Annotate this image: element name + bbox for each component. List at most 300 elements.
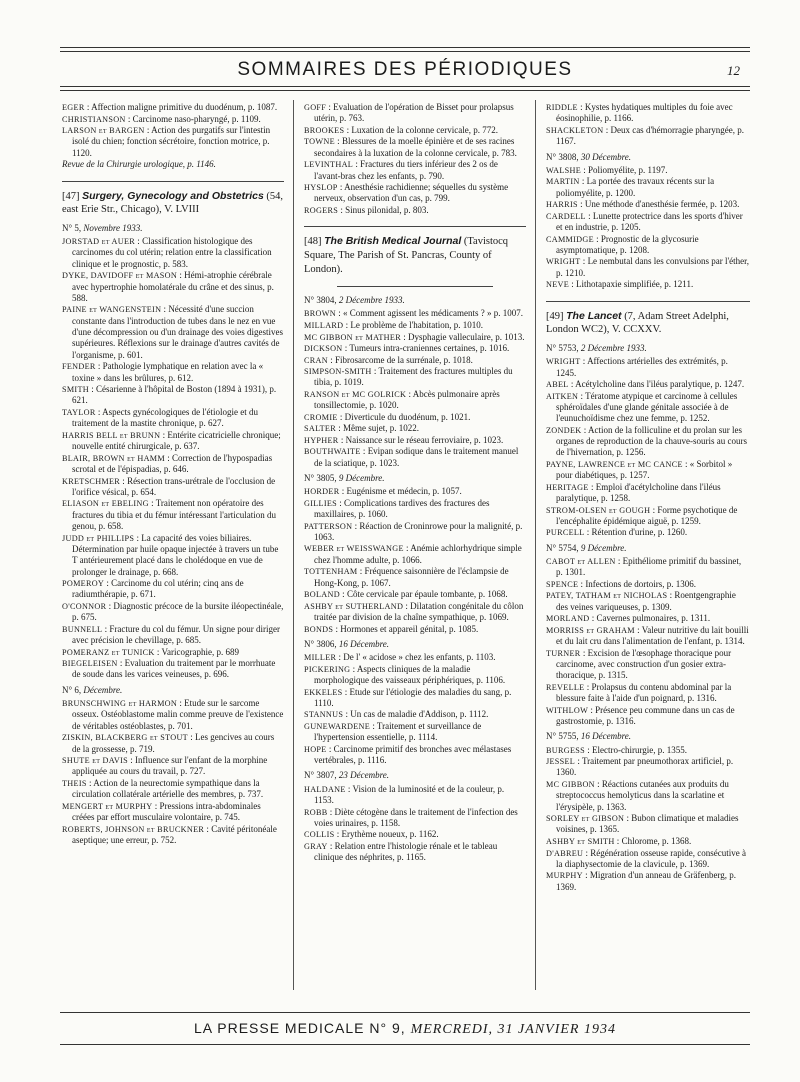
- article-entry: TAYLOR : Aspects gynécologiques de l'étiologie et du traitement de la mastite chronique, p. 627.: [62, 407, 258, 429]
- issue-number: N° 5754,: [546, 542, 579, 553]
- journal-heading: [304, 235, 526, 276]
- article-entry: WEBER et WEISSWANGE : Anémie achlorhydrique simple chez l'homme adulte, p. 1066.: [304, 543, 522, 565]
- article-entry: HARRIS BELL et BRUNN : Entérite cicatricielle chronique; nouvelle entité chirurgicale, p. 637.: [62, 429, 281, 452]
- article-author: BIEGELEISEN: [62, 659, 118, 669]
- article-entry: STROM-OLSEN et GOUGH : Forme psychotique de l'encéphalite épidémique aiguë, p. 1259.: [546, 504, 738, 526]
- article-title: Résection trans-urétrale de l'occlusion de l'orifice vésical, p. 654.: [72, 475, 276, 497]
- article-entry: MORRISS et GRAHAM : Valeur nutritive du lait bouilli et du lait cru dans l'alimentation de l'enfant, p. 1314.: [546, 624, 749, 647]
- article-entry: EKKELES : Etude sur l'étiologie des maladies du sang, p. 1110.: [304, 686, 512, 708]
- article-entry: WRIGHT : Affections artérielles des extrémités, p. 1245.: [546, 356, 728, 378]
- article-author: MC GIBBON: [546, 779, 595, 789]
- article-author: CROMIE: [304, 412, 338, 422]
- article-entry: BONDS : Hormones et appareil génital, p. 1085.: [304, 623, 479, 634]
- article-author: BLAIR, BROWN et HAMM: [62, 453, 165, 463]
- review-note: [62, 159, 284, 170]
- article-author: HOPE: [304, 744, 327, 754]
- article-entry: ZONDEK : Action de la folliculine et du prolan sur les organes de reproduction de la chauve-souris au cours de l'hivernation, p. 1256.: [546, 424, 748, 458]
- article-author: LARSON et BARGEN: [62, 126, 145, 136]
- article-entry: MARTIN : La portée des travaux récents sur la poliomyélite, p. 1200.: [546, 176, 715, 198]
- article-title: Cavité péritonéale aseptique; une erreur, p. 752.: [72, 823, 277, 845]
- article-author: ROBERTS, JOHNSON et BRUCKNER: [62, 824, 205, 834]
- section-divider: [62, 181, 284, 182]
- article-entry: MENGERT et MURPHY : Pressions intra-abdominales créées par effort musculaire volontaire, p. 745.: [62, 800, 261, 823]
- section-divider: [546, 301, 750, 302]
- article-author: CAMMIDGE: [546, 234, 594, 244]
- article-entry: O'CONNOR : Diagnostic précoce de la bursite iléopectinéale, p. 675.: [62, 600, 284, 623]
- article-title: Césarienne à l'hôpital de Boston (1894 à 1931), p. 621.: [72, 384, 277, 406]
- header-rule-bottom-2: [60, 90, 750, 91]
- article-title: Tumeurs intra-craniennes certaines, p. 1016.: [349, 343, 510, 354]
- article-title: Fibrosarcome de la surrénale, p. 1018.: [334, 354, 473, 365]
- article-author: CHRISTIANSON: [62, 114, 126, 124]
- article-author: O'CONNOR: [62, 601, 107, 611]
- article-entry: WITHLOW : Présence peu commune dans un cas de gastrostomie, p. 1316.: [546, 704, 735, 726]
- article-title: Anesthésie rachidienne; séquelles du système nerveux, observation d'un cas, p. 799.: [314, 182, 509, 204]
- article-title: Lithotapaxie simplifiée, p. 1211.: [576, 279, 694, 290]
- article-author: CABOT et ALLEN: [546, 557, 616, 567]
- article-title: Tératome atypique et carcinome à cellules sphéroïdales d'une glande génitale associée à de l'eunuchoïdisme chez une femme, p. 1252.: [556, 390, 738, 424]
- article-author: TAYLOR: [62, 408, 96, 417]
- article-title: Anémie achlorhydrique simple chez l'homme adulte, p. 1066.: [314, 543, 522, 565]
- article-author: SALTER: [304, 424, 336, 434]
- article-title: Emploi d'acétylcholine dans l'iléus paralytique, p. 1258.: [556, 481, 721, 504]
- issue-number: N° 3808,: [546, 151, 579, 162]
- article-title: Aspects cliniques de la maladie morphologique des vaisseaux périphériques, p. 1106.: [314, 663, 506, 686]
- article-title: Action des purgatifs sur l'intestin isolé du chien; fonction sécrétoire, fonction motrice, p. 1120.: [72, 125, 271, 158]
- article-author: SHUTE et DAVIS: [62, 756, 128, 766]
- article-entry: D'ABREU : Régénération osseuse rapide, consécutive à la diaphysectomie de la clavicule, p. 1369.: [546, 847, 746, 869]
- article-author: COLLIS: [304, 830, 335, 840]
- article-title: Présence peu commune dans un cas de gastrostomie, p. 1316.: [556, 704, 735, 726]
- article-author: WRIGHT: [546, 357, 581, 367]
- article-entry: HYPHER : Naissance sur le réseau ferroviaire, p. 1023.: [304, 434, 504, 445]
- article-entry: ROBERTS, JOHNSON et BRUCKNER : Cavité péritonéale aseptique; une erreur, p. 752.: [62, 823, 277, 845]
- article-entry: BUNNELL : Fracture du col du fémur. Un signe pour diriger avec précision le chevillage, p. 685.: [62, 623, 281, 646]
- article-entry: BOLAND : Côte cervicale par épaule tombante, p. 1068.: [304, 589, 508, 600]
- article-entry: NEVE : Lithotapaxie simplifiée, p. 1211.: [546, 279, 694, 290]
- article-title: Cavernes pulmonaires, p. 1311.: [596, 613, 711, 624]
- article-entry: BROWN : « Comment agissent les médicaments ? » p. 1007.: [304, 308, 523, 319]
- article-title: Correction de l'hypospadias scrotal et de l'épispadias, p. 646.: [72, 452, 273, 475]
- article-title: Entérite cicatricielle chronique; nouvelle entité chirurgicale, p. 637.: [72, 429, 281, 452]
- article-title: « Sorbitol » pour diabétiques, p. 1257.: [556, 458, 733, 481]
- article-author: DYKE, DAVIDOFF et MASON: [62, 271, 178, 281]
- article-title: Affections artérielles des extrémités, p. 1245.: [556, 356, 728, 378]
- article-title: Acétylcholine dans l'iléus paralytique, p. 1247.: [575, 379, 745, 390]
- article-entry: KRETSCHMER : Résection trans-urétrale de l'occlusion de l'orifice vésical, p. 654.: [62, 475, 276, 497]
- journal-heading: [62, 190, 284, 217]
- article-author: EGER: [62, 103, 85, 112]
- issue-heading: [546, 731, 750, 742]
- article-author: PURCELL: [546, 528, 585, 538]
- article-title: La capacité des voies biliaires. Détermination par huile opaque injectée à travers un tube T antérieurement placé dans le cholédoque en vue de prolonger le drainage, p. 668.: [72, 532, 279, 577]
- article-title: Etude sur l'étiologie des maladies du sang, p. 1110.: [314, 686, 512, 708]
- article-entry: MC GIBBON et MATHER : Dysphagie valleculaire, p. 1013.: [304, 331, 525, 342]
- journal-title: The British Medical Journal: [324, 235, 462, 248]
- journal-details: (Tavistocq Square, The Parish of St. Pancras, County of London).: [304, 236, 509, 275]
- issue-number: N° 3806,: [304, 638, 337, 649]
- article-entry: ELIASON et EBELING : Traitement non opératoire des fractures du tibia et du fémur intéressant l'articulation du genou, p. 658.: [62, 498, 277, 532]
- article-author: MORLAND: [546, 614, 590, 624]
- article-title: Une méthode d'anesthésie fermée, p. 1203.: [584, 199, 740, 210]
- article-author: BURGESS: [546, 745, 585, 755]
- article-author: WRIGHT: [546, 257, 581, 267]
- journal-details: (7, Adam Street Adelphi, London WC2), V. CCXXV.: [546, 310, 729, 336]
- article-title: Epithéliome primitif du bassinet, p. 1301.: [556, 556, 742, 578]
- footer-rule-bottom: [60, 1044, 750, 1045]
- article-title: Complications tardives des fractures des maxillaires, p. 1060.: [314, 497, 490, 520]
- article-entry: SORLEY et GIBSON : Bubon climatique et maladies voisines, p. 1365.: [546, 813, 739, 835]
- journal-title: The Lancet: [566, 309, 622, 322]
- article-title: Dilatation congénitale du côlon traitée par division de la chaîne sympathique, p. 1069.: [314, 600, 524, 622]
- article-entry: BIEGELEISEN : Evaluation du traitement par le morrhuate de soude dans les varices veineuses, p. 696.: [62, 658, 276, 680]
- article-entry: ZISKIN, BLACKBERG et STOUT : Les gencives au cours de la grossesse, p. 719.: [62, 732, 275, 754]
- issue-date: 16 Décembre.: [580, 731, 632, 742]
- article-entry: GILLIES : Complications tardives des fractures des maxillaires, p. 1060.: [304, 497, 490, 520]
- article-title: Pathologie lymphatique en relation avec la « toxine » dans les brûlures, p. 612.: [72, 361, 264, 383]
- article-title: Evaluation de l'opération de Bisset pour prolapsus utérin, p. 763.: [314, 102, 514, 124]
- header-rule-top-2: [60, 51, 750, 52]
- article-author: WEBER et WEISSWANGE: [304, 544, 404, 554]
- issue-heading: [304, 295, 526, 306]
- article-entry: FENDER : Pathologie lymphatique en relation avec la « toxine » dans les brûlures, p. 612.: [62, 361, 264, 383]
- article-entry: WRIGHT : Le nembutal dans les convulsions par l'éther, p. 1210.: [546, 256, 750, 278]
- article-author: MARTIN: [546, 177, 580, 187]
- article-entry: GUNEWARDENE : Traitement et surveillance de l'hypertension essentielle, p. 1114.: [304, 720, 482, 743]
- article-title: Carcinome du col utérin; cinq ans de radiumthérapie, p. 671.: [72, 578, 244, 600]
- article-title: Nécessité d'une succion constante dans l'introduction de tubes dans le nez en vue d'une décompression ou d'un drainage des voies digestives supérieures. Réflexions sur le drainage d'autres cavités de l'organisme, p. 601.: [72, 304, 283, 360]
- article-entry: HORDER : Eugénisme et médecin, p. 1057.: [304, 486, 462, 497]
- article-title: Valeur nutritive du lait bouilli et du lait cru dans l'alimentation de l'enfant, p. 1314.: [556, 624, 749, 647]
- article-title: Evipan sodique dans le traitement manuel de la sciatique, p. 1023.: [314, 446, 519, 468]
- article-entry: PAINE et WANGENSTEIN : Nécessité d'une succion constante dans l'introduction de tubes dans le nez en vue d'une décompression ou d'un drainage des voies digestives supérieures. Réflexions sur le drainage d'autres cavités de l'organisme, p. 601.: [62, 304, 283, 360]
- article-title: Carcinome primitif des bronches avec mélastases vertébrales, p. 1116.: [314, 743, 512, 766]
- article-title: Prolapsus du contenu abdominal par la blessure faite à l'aide d'un poignard, p. 1316.: [556, 681, 732, 704]
- article-author: RANSON et MC GOLRICK: [304, 389, 407, 399]
- article-author: PAYNE, LAWRENCE et MC CANCE: [546, 459, 683, 469]
- article-entry: CHRISTIANSON : Carcinome naso-pharyngé, p. 1109.: [62, 113, 261, 124]
- page-title: SOMMAIRES DES PÉRIODIQUES: [237, 59, 573, 80]
- article-title: Fracture du col du fémur. Un signe pour diriger avec précision le chevillage, p. 685.: [72, 623, 281, 646]
- article-entry: CARDELL : Lunette protectrice dans les sports d'hiver et en industrie, p. 1205.: [546, 210, 743, 233]
- article-entry: CABOT et ALLEN : Epithéliome primitif du bassinet, p. 1301.: [546, 556, 742, 578]
- article-author: BOUTHWAITE: [304, 447, 361, 457]
- issue-number: N° 5755,: [546, 731, 579, 742]
- article-title: Bubon climatique et maladies voisines, p. 1365.: [556, 813, 739, 835]
- article-author: FENDER: [62, 362, 96, 372]
- article-author: SIMPSON-SMITH: [304, 367, 372, 377]
- issue-date: 2 Décembre 1933.: [338, 295, 405, 306]
- article-author: REVELLE: [546, 682, 585, 692]
- article-author: SORLEY et GIBSON: [546, 814, 625, 824]
- article-entry: POMEROY : Carcinome du col utérin; cinq ans de radiumthérapie, p. 671.: [62, 578, 244, 600]
- article-author: SMITH: [62, 385, 89, 395]
- article-title: Rétention d'urine, p. 1260.: [591, 527, 688, 538]
- article-entry: PATTERSON : Réaction de Croninrowe pour la malignité, p. 1063.: [304, 520, 523, 542]
- article-author: WALSHE: [546, 165, 582, 175]
- article-entry: SHUTE et DAVIS : Influence sur l'enfant de la morphine appliquée au cours du travail, p. 727.: [62, 755, 268, 777]
- article-entry: BROOKES : Luxation de la colonne cervicale, p. 772.: [304, 124, 499, 135]
- article-author: POMERANZ et TUNICK: [62, 647, 155, 657]
- article-author: GUNEWARDENE: [304, 721, 371, 731]
- article-title: Eugénisme et médecin, p. 1057.: [346, 486, 462, 497]
- article-author: HERITAGE: [546, 482, 589, 492]
- article-title: Forme psychotique de l'encéphalite épidémique aiguë, p. 1259.: [556, 504, 738, 526]
- article-author: PATTERSON: [304, 521, 353, 531]
- journal-details: (54, east Erie Str., Chicago), V. LVIII: [62, 190, 284, 216]
- journal-title: Surgery, Gynecology and Obstetrics: [82, 189, 264, 202]
- article-title: Réaction de Croninrowe pour la malignité, p. 1063.: [314, 520, 523, 542]
- article-entry: PURCELL : Rétention d'urine, p. 1260.: [546, 527, 688, 538]
- article-title: « Comment agissent les médicaments ? » p. 1007.: [343, 308, 523, 319]
- article-title: Traitement et surveillance de l'hypertension essentielle, p. 1114.: [314, 720, 482, 743]
- article-entry: ROGERS : Sinus pilonidal, p. 803.: [304, 204, 429, 215]
- article-author: KRETSCHMER: [62, 476, 121, 486]
- article-entry: CROMIE : Diverticule du duodénum, p. 1021.: [304, 411, 471, 422]
- article-entry: GRAY : Relation entre l'histologie rénale et le tableau clinique des néphrites, p. 1165.: [304, 840, 498, 863]
- page-number: 12: [727, 63, 740, 78]
- article-entry: CRAN : Fibrosarcome de la surrénale, p. 1018.: [304, 354, 473, 365]
- article-title: Lunette protectrice dans les sports d'hiver et en industrie, p. 1205.: [556, 210, 743, 233]
- article-author: JESSEL: [546, 757, 576, 767]
- article-author: PAINE et WANGENSTEIN: [62, 305, 162, 315]
- article-entry: MORLAND : Cavernes pulmonaires, p. 1311.: [546, 613, 711, 624]
- article-author: GILLIES: [304, 498, 338, 508]
- issue-number: N° 6,: [62, 684, 82, 695]
- article-title: Fractures du tiers inférieur des 2 os de l'avant-bras chez les enfants, p. 790.: [314, 159, 498, 181]
- article-author: AITKEN: [546, 391, 579, 401]
- article-title: Infections de dortoirs, p. 1306.: [585, 578, 697, 589]
- article-title: Excision de l'œsophage thoracique pour carcinome, avec construction d'un gosier extra-thoracique, p. 1315.: [556, 647, 732, 681]
- footer-journal: LA PRESSE MEDICALE: [194, 1020, 365, 1036]
- article-author: PATEY, TATHAM et NICHOLAS: [546, 591, 668, 601]
- article-entry: MC GIBBON : Réactions cutanées aux produits du streptococcus hemolyticus dans la scarlatine et l'érysipèle, p. 1363.: [546, 778, 729, 812]
- article-author: ROBB: [304, 807, 328, 817]
- article-author: MURPHY: [546, 871, 583, 881]
- article-title: Etude sur le sarcome osseux. Ostéoblastome malin comme preuve de l'existence de véritables ostéoblastes, p. 701.: [72, 698, 284, 731]
- issue-number: N° 5,: [62, 222, 82, 233]
- article-title: Hémi-atrophie cérébrale avec hypertrophie homolatérale du crâne et des sinus, p. 588.: [72, 270, 274, 303]
- article-entry: JORSTAD et AUER : Classification histologique des carcinomes du col utérin; relation entre la classification clinique et le prognostic, p. 583.: [62, 236, 272, 269]
- article-entry: TOWNE : Blessures de la moelle épinière et de ses racines secondaires à la luxation de la colonne cervicale, p. 783.: [304, 136, 517, 158]
- article-title: Traitement des fractures multiples du tibia, p. 1019.: [314, 366, 513, 388]
- article-title: Varicographie, p. 689: [161, 646, 239, 657]
- article-entry: PATEY, TATHAM et NICHOLAS : Roentgengraphie des veines variqueuses, p. 1309.: [546, 590, 736, 612]
- article-author: BRUNSCHWING et HARMON: [62, 699, 178, 709]
- article-title: Abcès pulmonaire après tonsillectomie, p. 1020.: [314, 388, 500, 411]
- article-author: EKKELES: [304, 687, 343, 697]
- article-title: Evaluation du traitement par le morrhuate de soude dans les varices veineuses, p. 696.: [72, 658, 276, 680]
- article-title: Relation entre l'histologie rénale et le tableau clinique des néphrites, p. 1165.: [314, 840, 498, 863]
- article-title: Luxation de la colonne cervicale, p. 772.: [351, 124, 499, 135]
- article-entry: COLLIS : Erythème noueux, p. 1162.: [304, 829, 439, 840]
- issue-heading: [304, 639, 526, 650]
- article-entry: LEVINTHAL : Fractures du tiers inférieur des 2 os de l'avant-bras chez les enfants, p. 790.: [304, 159, 498, 181]
- issue-date: 16 Décembre.: [338, 638, 390, 649]
- article-entry: BOUTHWAITE : Evipan sodique dans le traitement manuel de la sciatique, p. 1023.: [304, 446, 519, 468]
- issue-date: 23 Décembre.: [338, 770, 390, 781]
- article-title: Hormones et appareil génital, p. 1085.: [340, 623, 479, 634]
- article-title: Poliomyélite, p. 1197.: [588, 164, 668, 175]
- article-author: BROOKES: [304, 125, 345, 135]
- article-author: BROWN: [304, 309, 336, 319]
- footer-date: MERCREDI, 31 JANVIER 1934: [410, 1022, 616, 1037]
- article-title: Roentgengraphie des veines variqueuses, p. 1309.: [556, 590, 736, 612]
- article-author: ABEL: [546, 380, 569, 390]
- article-title: Action de la neurectomie sympathique dans la circulation collatérale artérielle des membres, p. 737.: [72, 777, 264, 800]
- article-entry: ASHBY et SMITH : Chlorome, p. 1368.: [546, 836, 692, 846]
- article-entry: CAMMIDGE : Prognostic de la glycosurie asymptomatique, p. 1208.: [546, 233, 699, 255]
- article-entry: HERITAGE : Emploi d'acétylcholine dans l'iléus paralytique, p. 1258.: [546, 481, 721, 504]
- footer-rule-top: [60, 1012, 750, 1013]
- article-entry: JESSEL : Traitement par pneumothorax artificiel, p. 1360.: [546, 756, 734, 778]
- article-entry: DICKSON : Tumeurs intra-craniennes certaines, p. 1016.: [304, 343, 510, 354]
- article-author: ZISKIN, BLACKBERG et STOUT: [62, 733, 188, 743]
- article-entry: SHACKLETON : Deux cas d'hémorragie pharyngée, p. 1167.: [546, 124, 745, 147]
- article-author: PICKERING: [304, 664, 351, 674]
- article-title: Kystes hydatiques multiples du foie avec éosinophilie, p. 1166.: [556, 102, 733, 124]
- article-author: D'ABREU: [546, 848, 584, 858]
- column-divider-2: [535, 100, 536, 990]
- article-entry: HALDANE : Vision de la luminosité et de la couleur, p. 1153.: [304, 783, 505, 806]
- article-author: STROM-OLSEN et GOUGH: [546, 505, 651, 515]
- article-entry: BURGESS : Electro-chirurgie, p. 1355.: [546, 744, 688, 755]
- article-entry: ABEL : Acétylcholine dans l'iléus paralytique, p. 1247.: [546, 379, 745, 390]
- article-entry: DYKE, DAVIDOFF et MASON : Hémi-atrophie cérébrale avec hypertrophie homolatérale du crâne et des sinus, p. 588.: [62, 270, 274, 303]
- article-author: RIDDLE: [546, 103, 578, 112]
- column-left: [62, 102, 284, 990]
- article-title: Régénération osseuse rapide, consécutive à la diaphysectomie de la clavicule, p. 1369.: [556, 847, 746, 869]
- article-title: Action de la folliculine et du prolan sur les organes de reproduction de la chauve-souris au cours de l'hivernation, p. 1256.: [556, 424, 748, 458]
- article-author: ELIASON et EBELING: [62, 499, 149, 509]
- article-title: Un cas de maladie d'Addison, p. 1112.: [350, 709, 489, 720]
- issue-heading: [62, 685, 284, 696]
- article-author: MILLARD: [304, 320, 344, 330]
- article-author: CARDELL: [546, 211, 586, 221]
- article-title: Deux cas d'hémorragie pharyngée, p. 1167.: [556, 124, 745, 147]
- issue-heading: [546, 543, 750, 554]
- article-title: La portée des travaux récents sur la poliomyélite, p. 1200.: [556, 176, 715, 198]
- article-entry: SPENCE : Infections de dortoirs, p. 1306.: [546, 578, 697, 589]
- article-entry: LARSON et BARGEN : Action des purgatifs sur l'intestin isolé du chien; fonction sécrétoire, fonction motrice, p. 1120.: [62, 125, 271, 158]
- article-title: Chlorome, p. 1368.: [621, 836, 692, 846]
- article-title: Même sujet, p. 1022.: [343, 423, 419, 434]
- article-title: Diverticule du duodénum, p. 1021.: [344, 411, 471, 422]
- article-entry: TURNER : Excision de l'œsophage thoracique pour carcinome, avec construction d'un gosier extra-thoracique, p. 1315.: [546, 647, 732, 681]
- article-author: MENGERT et MURPHY: [62, 801, 153, 811]
- article-entry: ASHBY et SUTHERLAND : Dilatation congénitale du côlon traitée par division de la chaîne sympathique, p. 1069.: [304, 600, 524, 622]
- article-author: TURNER: [546, 648, 581, 658]
- article-title: Dysphagie valleculaire, p. 1013.: [407, 331, 525, 342]
- article-title: Vision de la luminosité et de la couleur, p. 1153.: [314, 783, 505, 806]
- article-entry: RANSON et MC GOLRICK : Abcès pulmonaire après tonsillectomie, p. 1020.: [304, 388, 500, 411]
- article-title: Affection maligne primitive du duodénum, p. 1087.: [91, 102, 278, 112]
- issue-number: N° 3807,: [304, 770, 337, 781]
- issue-date: 30 Décembre.: [580, 151, 632, 162]
- article-entry: TOTTENHAM : Fréquence saisonnière de l'éclampsie de Hong-Kong, p. 1067.: [304, 566, 509, 588]
- article-entry: POMERANZ et TUNICK : Varicographie, p. 689: [62, 646, 239, 657]
- article-author: JUDD et PHILLIPS: [62, 533, 135, 543]
- issue-date: Novembre 1933.: [83, 222, 143, 233]
- article-author: CRAN: [304, 355, 328, 365]
- article-author: SHACKLETON: [546, 125, 604, 135]
- article-title: Carcinome naso-pharyngé, p. 1109.: [132, 113, 261, 124]
- article-title: Naissance sur le réseau ferroviaire, p. 1023.: [345, 434, 504, 445]
- journal-heading: [546, 310, 750, 337]
- article-author: HYSLOP: [304, 183, 338, 193]
- article-title: Fréquence saisonnière de l'éclampsie de Hong-Kong, p. 1067.: [314, 566, 509, 588]
- article-author: HALDANE: [304, 784, 346, 794]
- article-title: Electro-chirurgie, p. 1355.: [591, 744, 688, 755]
- article-author: TOWNE: [304, 137, 335, 147]
- article-title: Influence sur l'enfant de la morphine appliquée au cours du travail, p. 727.: [72, 755, 268, 777]
- column-divider-1: [293, 100, 294, 990]
- article-title: Les gencives au cours de la grossesse, p. 719.: [72, 732, 275, 754]
- article-author: POMEROY: [62, 579, 105, 589]
- issue-date: 9 Décembre.: [338, 472, 385, 483]
- article-entry: HYSLOP : Anesthésie rachidienne; séquelles du système nerveux, observation d'un cas, p. 799.: [304, 182, 509, 204]
- article-title: De l' « acidose » chez les enfants, p. 1103.: [343, 652, 496, 663]
- review-note-text: Revue de la Chirurgie urologique, p. 1146.: [62, 159, 216, 170]
- article-title: Le problème de l'habitation, p. 1010.: [350, 319, 484, 330]
- column-right: [546, 102, 750, 990]
- journal-number: [48]: [304, 236, 322, 248]
- article-entry: EGER : Affection maligne primitive du duodénum, p. 1087.: [62, 102, 278, 112]
- article-author: THEIS: [62, 778, 87, 788]
- issue-date: 2 Décembre 1933.: [580, 342, 647, 353]
- issue-number: N° 5753,: [546, 342, 579, 353]
- article-title: Diagnostic précoce de la bursite iléopectinéale, p. 675.: [72, 600, 284, 623]
- article-title: Pressions intra-abdominales créées par effort musculaire volontaire, p. 745.: [72, 800, 261, 823]
- article-entry: STANNUS : Un cas de maladie d'Addison, p. 1112.: [304, 709, 489, 720]
- article-author: HARRIS: [546, 200, 578, 210]
- section-divider: [337, 286, 492, 287]
- article-title: Migration d'un anneau de Gräfenberg, p. 1369.: [556, 870, 737, 892]
- header-rule-top: [60, 47, 750, 48]
- article-author: SPENCE: [546, 579, 579, 589]
- article-entry: RIDDLE : Kystes hydatiques multiples du foie avec éosinophilie, p. 1166.: [546, 102, 733, 124]
- article-title: Sinus pilonidal, p. 803.: [345, 204, 429, 215]
- article-entry: ROBB : Diète cétogène dans le traitement de l'infection des voies urinaires, p. 1158.: [304, 806, 518, 828]
- issue-heading: [304, 770, 526, 781]
- article-author: WITHLOW: [546, 705, 589, 715]
- article-entry: AITKEN : Tératome atypique et carcinome à cellules sphéroïdales d'une glande génitale associée à de l'eunuchoïdisme chez une femme, p. 1252.: [546, 390, 738, 424]
- article-entry: BRUNSCHWING et HARMON : Etude sur le sarcome osseux. Ostéoblastome malin comme preuve de l'existence de véritables ostéoblastes, p. 701.: [62, 698, 284, 731]
- article-entry: SMITH : Césarienne à l'hôpital de Boston (1894 à 1931), p. 621.: [62, 384, 277, 406]
- article-author: ROGERS: [304, 205, 339, 215]
- article-title: Aspects gynécologiques de l'étiologie et du traitement de la mastite chronique, p. 627.: [72, 407, 258, 429]
- article-author: MILLER: [304, 653, 337, 663]
- article-title: Diète cétogène dans le traitement de l'infection des voies urinaires, p. 1158.: [314, 806, 518, 828]
- section-divider: [304, 226, 526, 227]
- article-title: Erythème noueux, p. 1162.: [341, 829, 439, 840]
- issue-heading: [546, 343, 750, 354]
- article-author: NEVE: [546, 280, 570, 290]
- article-author: ZONDEK: [546, 425, 582, 435]
- article-entry: SIMPSON-SMITH : Traitement des fractures multiples du tibia, p. 1019.: [304, 366, 513, 388]
- article-entry: MILLER : De l' « acidose » chez les enfants, p. 1103.: [304, 652, 496, 663]
- article-entry: SALTER : Même sujet, p. 1022.: [304, 423, 419, 434]
- article-author: JORSTAD et AUER: [62, 237, 136, 247]
- header-rule-bottom: [60, 86, 750, 87]
- article-entry: BLAIR, BROWN et HAMM : Correction de l'hypospadias scrotal et de l'épispadias, p. 646.: [62, 452, 273, 475]
- article-title: Prognostic de la glycosurie asymptomatique, p. 1208.: [556, 233, 699, 255]
- footer-issue: N° 9,: [369, 1020, 406, 1036]
- issue-number: N° 3805,: [304, 472, 337, 483]
- page-footer: [60, 1020, 750, 1038]
- article-entry: THEIS : Action de la neurectomie sympathique dans la circulation collatérale artérielle des membres, p. 737.: [62, 777, 264, 800]
- article-author: ASHBY et SUTHERLAND: [304, 601, 404, 611]
